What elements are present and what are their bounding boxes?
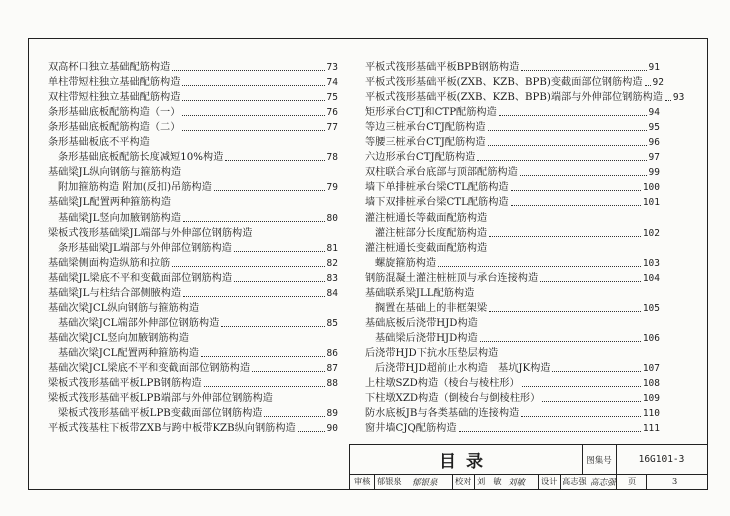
toc-entry-title: 基础底板后浇带HJD构造 [365, 317, 478, 329]
toc-entry-title: 灌注桩通长变截面配筋构造 [365, 242, 488, 254]
toc-entry-title: 平板式筏形基础平板(ZXB、KZB、BPB)变截面部位钢筋构造 [365, 77, 643, 89]
toc-entry-page: 86 [326, 347, 338, 359]
toc-entry [365, 256, 660, 270]
dot-leader [540, 281, 641, 282]
toc-entry-page: 76 [326, 107, 338, 119]
toc-entry-title: 基础次梁JCL配置两种箍筋构造 [58, 347, 199, 359]
toc-entry-title: 等腰三桩承台CTJ配筋构造 [365, 137, 486, 149]
dot-leader [172, 70, 324, 71]
toc-entry [48, 346, 338, 360]
dot-leader [520, 175, 647, 176]
toc-entry [365, 211, 660, 225]
toc-entry-page: 97 [648, 152, 660, 164]
toc-entry [365, 421, 660, 435]
toc-entry [48, 271, 338, 285]
toc-entry-page: 94 [648, 107, 660, 119]
toc-entry-title: 基础次梁JCL端部外伸部位钢筋构造 [58, 317, 220, 329]
dot-leader [521, 416, 641, 417]
dot-leader [459, 431, 641, 432]
toc-entry-title: 灌注桩通长等截面配筋构造 [365, 212, 488, 224]
toc-entry-page: 78 [326, 152, 338, 164]
toc-entry-page: 74 [326, 77, 338, 89]
toc-entry [48, 286, 338, 300]
toc-entry-title: 单柱带短柱独立基础配筋构造 [48, 77, 181, 89]
signature-row [350, 474, 707, 490]
page-label: 页 [628, 476, 637, 486]
toc-entry [48, 331, 338, 345]
dot-leader [511, 205, 641, 206]
toc-entry-title: 基础梁JL竖向加腋钢筋构造 [58, 212, 181, 224]
toc-entry [365, 271, 660, 285]
toc-entry [48, 256, 338, 270]
dot-leader [234, 251, 325, 252]
toc-entry-page: 83 [326, 272, 338, 284]
toc-entry [48, 301, 338, 315]
dot-leader [488, 145, 647, 146]
toc-entry-title: 条形基础底板配筋构造（一） [48, 107, 181, 119]
toc-entry-page: 92 [652, 77, 664, 89]
dot-leader [221, 326, 324, 327]
toc-entry-title: 后浇带HJD下抗水压垫层构造 [365, 347, 499, 359]
toc-entry [48, 150, 338, 164]
dot-leader [298, 431, 325, 432]
toc-entry [365, 150, 660, 164]
toc-entry [48, 195, 338, 209]
dot-leader [489, 311, 641, 312]
toc-entry-page: 91 [648, 62, 660, 73]
toc-entry-title: 条形基础底板配筋构造（二） [48, 122, 181, 134]
designer-name: 高志强 [562, 476, 587, 486]
toc-entry-title: 基础次梁JCL竖向加腋钢筋构造 [48, 332, 189, 344]
toc-entry-page: 80 [326, 212, 338, 224]
toc-entry-page: 77 [326, 122, 338, 134]
toc-entry-title: 基础次梁JCL梁底不平和变截面部位钢筋构造 [48, 363, 251, 374]
dot-leader [477, 160, 646, 161]
dot-leader [182, 130, 324, 131]
dot-leader [214, 190, 325, 191]
toc-entry-page: 104 [642, 272, 660, 284]
designer-signature: 高志强 [590, 478, 616, 488]
dot-leader [542, 401, 641, 402]
dot-leader [252, 371, 325, 372]
toc-entry-page: 105 [642, 302, 660, 314]
toc-entry-page: 75 [326, 92, 338, 104]
toc-entry [365, 120, 660, 134]
toc-entry-page: 107 [642, 363, 660, 374]
dot-leader [645, 85, 651, 86]
toc-entry-title: 条形基础底板配筋长度减短10%构造 [58, 152, 224, 164]
toc-entry [365, 195, 660, 209]
toc-entry [365, 361, 660, 375]
toc-entry-title: 双高杯口独立基础配筋构造 [48, 62, 171, 73]
review-label: 审核 [354, 476, 371, 486]
toc-entry [48, 211, 338, 225]
toc-entry-page: 99 [648, 167, 660, 179]
toc-entry-page: 85 [326, 317, 338, 329]
dot-leader [499, 115, 647, 116]
toc-entry-title: 梁板式筏形基础梁JL端部与外伸部位钢筋构造 [48, 227, 253, 239]
dot-leader [225, 160, 324, 161]
dot-leader [488, 130, 647, 131]
toc-entry [48, 105, 338, 119]
toc-entry-page: 82 [326, 257, 338, 269]
toc-entry-title: 灌注桩部分长度配筋构造 [375, 227, 488, 239]
toc-entry-title: 梁板式筏形基础平板LPB端部与外伸部位钢筋构造 [48, 393, 273, 405]
dot-leader [480, 341, 641, 342]
toc-entry [48, 421, 338, 435]
toc-entry [365, 90, 685, 104]
toc-entry-page: 79 [326, 182, 338, 194]
toc-entry-page: 106 [642, 332, 660, 344]
toc-entry-title: 上柱墩SZD构造（棱台与棱柱形） [365, 378, 520, 390]
toc-entry-title: 基础联系梁JLL配筋构造 [365, 287, 475, 299]
toc-entry-title: 后浇带HJD超前止水构造 基坑JK构造 [375, 363, 551, 374]
toc-entry-title: 梁板式筏形基础平板LPB变截面部位钢筋构造 [58, 408, 263, 420]
toc-entry [365, 286, 660, 300]
toc-entry [365, 391, 660, 405]
dot-leader [182, 115, 324, 116]
toc-entry [365, 301, 660, 315]
toc-entry-page: 109 [642, 393, 660, 405]
toc-entry-title: 墙下单排桩承台梁CTL配筋构造 [365, 182, 509, 194]
toc-entry-page: 102 [642, 227, 660, 239]
toc-entry [365, 406, 660, 420]
toc-entry [48, 120, 338, 134]
toc-entry-page: 108 [642, 378, 660, 390]
toc-entry-page: 88 [326, 378, 338, 390]
atlas-number: 16G101-3 [638, 454, 685, 465]
dot-leader [552, 371, 640, 372]
toc-entry-title: 基础次梁JCL纵向钢筋与箍筋构造 [48, 302, 200, 314]
toc-entry-title: 双柱带短柱独立基础配筋构造 [48, 92, 181, 104]
toc-entry [365, 316, 660, 330]
dot-leader [182, 85, 324, 86]
toc-entry [48, 135, 338, 149]
toc-entry-title: 防水底板JB与各类基础的连接构造 [365, 408, 520, 420]
dot-leader [204, 386, 325, 387]
toc-entry [365, 226, 660, 240]
toc-entry-page: 89 [326, 408, 338, 420]
dot-leader [489, 236, 641, 237]
toc-entry-page: 93 [672, 92, 685, 104]
toc-entry [365, 60, 660, 74]
toc-entry-page: 101 [642, 197, 660, 209]
toc-entry-title: 平板式筏基柱下板带ZXB与跨中板带KZB纵向钢筋构造 [48, 423, 296, 435]
toc-entry-title: 螺旋箍筋构造 [375, 257, 437, 269]
design-label: 设计 [541, 476, 558, 486]
reviewer-name: 郁银泉 [377, 476, 402, 486]
toc-entry-page: 100 [642, 182, 660, 194]
toc-entry [48, 60, 338, 74]
toc-entry-title: 等边三桩承台CTJ配筋构造 [365, 122, 486, 134]
toc-entry-page: 111 [642, 423, 660, 435]
dot-leader [182, 100, 324, 101]
dot-leader [183, 221, 325, 222]
dot-leader [438, 266, 641, 267]
toc-entry-title: 基础梁JL与柱结合部侧腋构造 [48, 287, 182, 299]
toc-entry-page: 84 [326, 287, 338, 299]
toc-entry [48, 226, 338, 240]
toc-entry [48, 75, 338, 89]
toc-entry-page: 95 [648, 122, 660, 134]
toc-entry-title: 平板式筏形基础平板(ZXB、KZB、BPB)端部与外伸部位钢筋构造 [365, 92, 663, 104]
toc-entry-title: 基础梁JL梁底不平和变截面部位钢筋构造 [48, 272, 233, 284]
toc-entry [48, 241, 338, 255]
toc-entry-title: 下柱墩XZD构造（倒棱台与倒棱柱形） [365, 393, 541, 405]
toc-entry [365, 105, 660, 119]
toc-entry-title: 双柱联合承台底部与顶部配筋构造 [365, 167, 518, 179]
toc-entry [365, 331, 660, 345]
checker-signature: 刘敏 [508, 478, 526, 488]
toc-entry [48, 391, 338, 405]
page-number: 3 [672, 476, 678, 486]
toc-entry-title: 矩形承台CTJ和CTP配筋构造 [365, 107, 497, 119]
toc-entry [48, 406, 338, 420]
toc-entry [48, 90, 338, 104]
toc-entry-page: 103 [642, 257, 660, 269]
document-title: 目录 [350, 445, 583, 474]
toc-entry-title: 窗井墙CJQ配筋构造 [365, 423, 457, 435]
dot-leader [201, 356, 325, 357]
dot-leader [511, 190, 641, 191]
toc-entry-title: 六边形承台CTJ配筋构造 [365, 152, 476, 164]
toc-entry-title: 附加箍筋构造 附加(反扣)吊筋构造 [58, 182, 212, 194]
toc-entry-title: 基础梁JL纵向钢筋与箍筋构造 [48, 167, 182, 179]
toc-entry-title: 基础梁JL配置两种箍筋构造 [48, 197, 171, 209]
toc-entry [365, 241, 660, 255]
toc-entry [365, 135, 660, 149]
toc-entry-title: 墙下双排桩承台梁CTL配筋构造 [365, 197, 509, 209]
toc-entry-page: 90 [326, 423, 338, 435]
toc-entry-page: 73 [326, 62, 338, 73]
toc-entry [365, 165, 660, 179]
toc-entry-title: 条形基础梁JL端部与外伸部位钢筋构造 [58, 242, 232, 254]
toc-entry-page: 110 [642, 408, 660, 420]
toc-entry [48, 180, 338, 194]
dot-leader [264, 416, 324, 417]
toc-entry-title: 基础梁后浇带HJD构造 [375, 332, 478, 344]
dot-leader [665, 100, 671, 101]
toc-entry-title: 钢筋混凝土灌注桩桩顶与承台连接构造 [365, 272, 539, 284]
reviewer-signature: 郁银泉 [412, 478, 438, 488]
toc-entry-title: 平板式筏形基础平板BPB钢筋构造 [365, 62, 520, 73]
toc-entry [48, 165, 338, 179]
dot-leader [172, 266, 324, 267]
toc-entry-page: 96 [648, 137, 660, 149]
toc-entry [48, 361, 338, 375]
check-label: 校对 [455, 476, 472, 486]
title-block [349, 444, 707, 489]
toc-entry [365, 75, 664, 89]
atlas-number-label: 图集号 [582, 445, 617, 474]
toc-entry-title: 搁置在基础上的非框架梁 [375, 302, 488, 314]
toc-entry-title: 基础梁侧面构造纵筋和拉筋 [48, 257, 171, 269]
toc-entry [365, 346, 660, 360]
toc-entry [365, 180, 660, 194]
toc-entry-page: 87 [326, 363, 338, 374]
dot-leader [183, 296, 324, 297]
dot-leader [522, 386, 641, 387]
toc-entry [48, 316, 338, 330]
toc-entry-title: 梁板式筏形基础平板LPB钢筋构造 [48, 378, 202, 390]
toc-entry-title: 条形基础板底不平构造 [48, 137, 150, 149]
toc-entry [365, 376, 660, 390]
dot-leader [521, 70, 646, 71]
dot-leader [234, 281, 325, 282]
toc-entry-page: 81 [326, 242, 338, 254]
toc-entry [48, 376, 338, 390]
checker-name: 刘 敏 [477, 476, 502, 486]
